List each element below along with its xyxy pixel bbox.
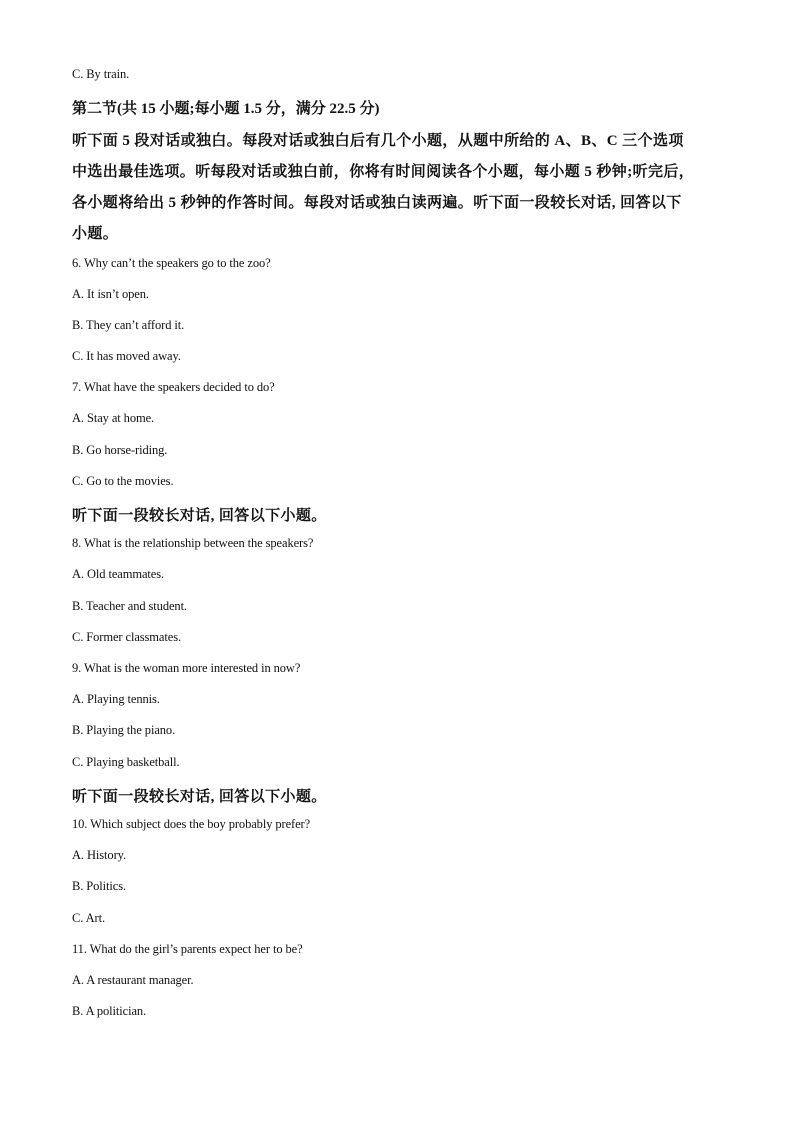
option-text: C. By train. xyxy=(72,67,130,81)
q9-option-c: C. Playing basketball. xyxy=(72,755,180,769)
q11-option-b: B. A politician. xyxy=(72,1004,147,1018)
instruction-line: 小题。 xyxy=(72,226,119,242)
q7-option-b: B. Go horse-riding. xyxy=(72,443,168,457)
q6-option-a: A. It isn’t open. xyxy=(72,287,149,301)
question-8: 8. What is the relationship between the speakers? xyxy=(72,536,314,550)
dialogue-intro: 听下面一段较长对话, 回答以下小题。 xyxy=(72,508,327,524)
section-heading: 第二节(共 15 小题;每小题 1.5 分，满分 22.5 分) xyxy=(72,101,380,117)
question-6: 6. Why can’t the speakers go to the zoo? xyxy=(72,256,271,270)
q11-option-a: A. A restaurant manager. xyxy=(72,973,194,987)
q7-option-c: C. Go to the movies. xyxy=(72,474,174,488)
q6-option-b: B. They can’t afford it. xyxy=(72,318,185,332)
q6-option-c: C. It has moved away. xyxy=(72,349,181,363)
question-10: 10. Which subject does the boy probably prefer? xyxy=(72,817,311,831)
question-9: 9. What is the woman more interested in now? xyxy=(72,661,301,675)
question-11: 11. What do the girl’s parents expect her to be? xyxy=(72,942,303,956)
q8-option-b: B. Teacher and student. xyxy=(72,599,187,613)
instruction-line: 听下面 5 段对话或独白。每段对话或独白后有几个小题，从题中所给的 A、B、C 三个选项 xyxy=(72,133,684,149)
q10-option-a: A. History. xyxy=(72,848,126,862)
q7-option-a: A. Stay at home. xyxy=(72,411,155,425)
q10-option-b: B. Politics. xyxy=(72,879,127,893)
instruction-line: 各小题将给出 5 秒钟的作答时间。每段对话或独白读两遍。听下面一段较长对话, 回答以下 xyxy=(72,195,682,211)
q9-option-a: A. Playing tennis. xyxy=(72,692,160,706)
q9-option-b: B. Playing the piano. xyxy=(72,723,176,737)
q8-option-a: A. Old teammates. xyxy=(72,567,165,581)
q8-option-c: C. Former classmates. xyxy=(72,630,181,644)
dialogue-intro: 听下面一段较长对话, 回答以下小题。 xyxy=(72,789,327,805)
question-7: 7. What have the speakers decided to do? xyxy=(72,380,275,394)
instruction-line: 中选出最佳选项。听每段对话或独白前，你将有时间阅读各个小题，每小题 5 秒钟;听完后， xyxy=(72,164,695,180)
q10-option-c: C. Art. xyxy=(72,911,105,925)
